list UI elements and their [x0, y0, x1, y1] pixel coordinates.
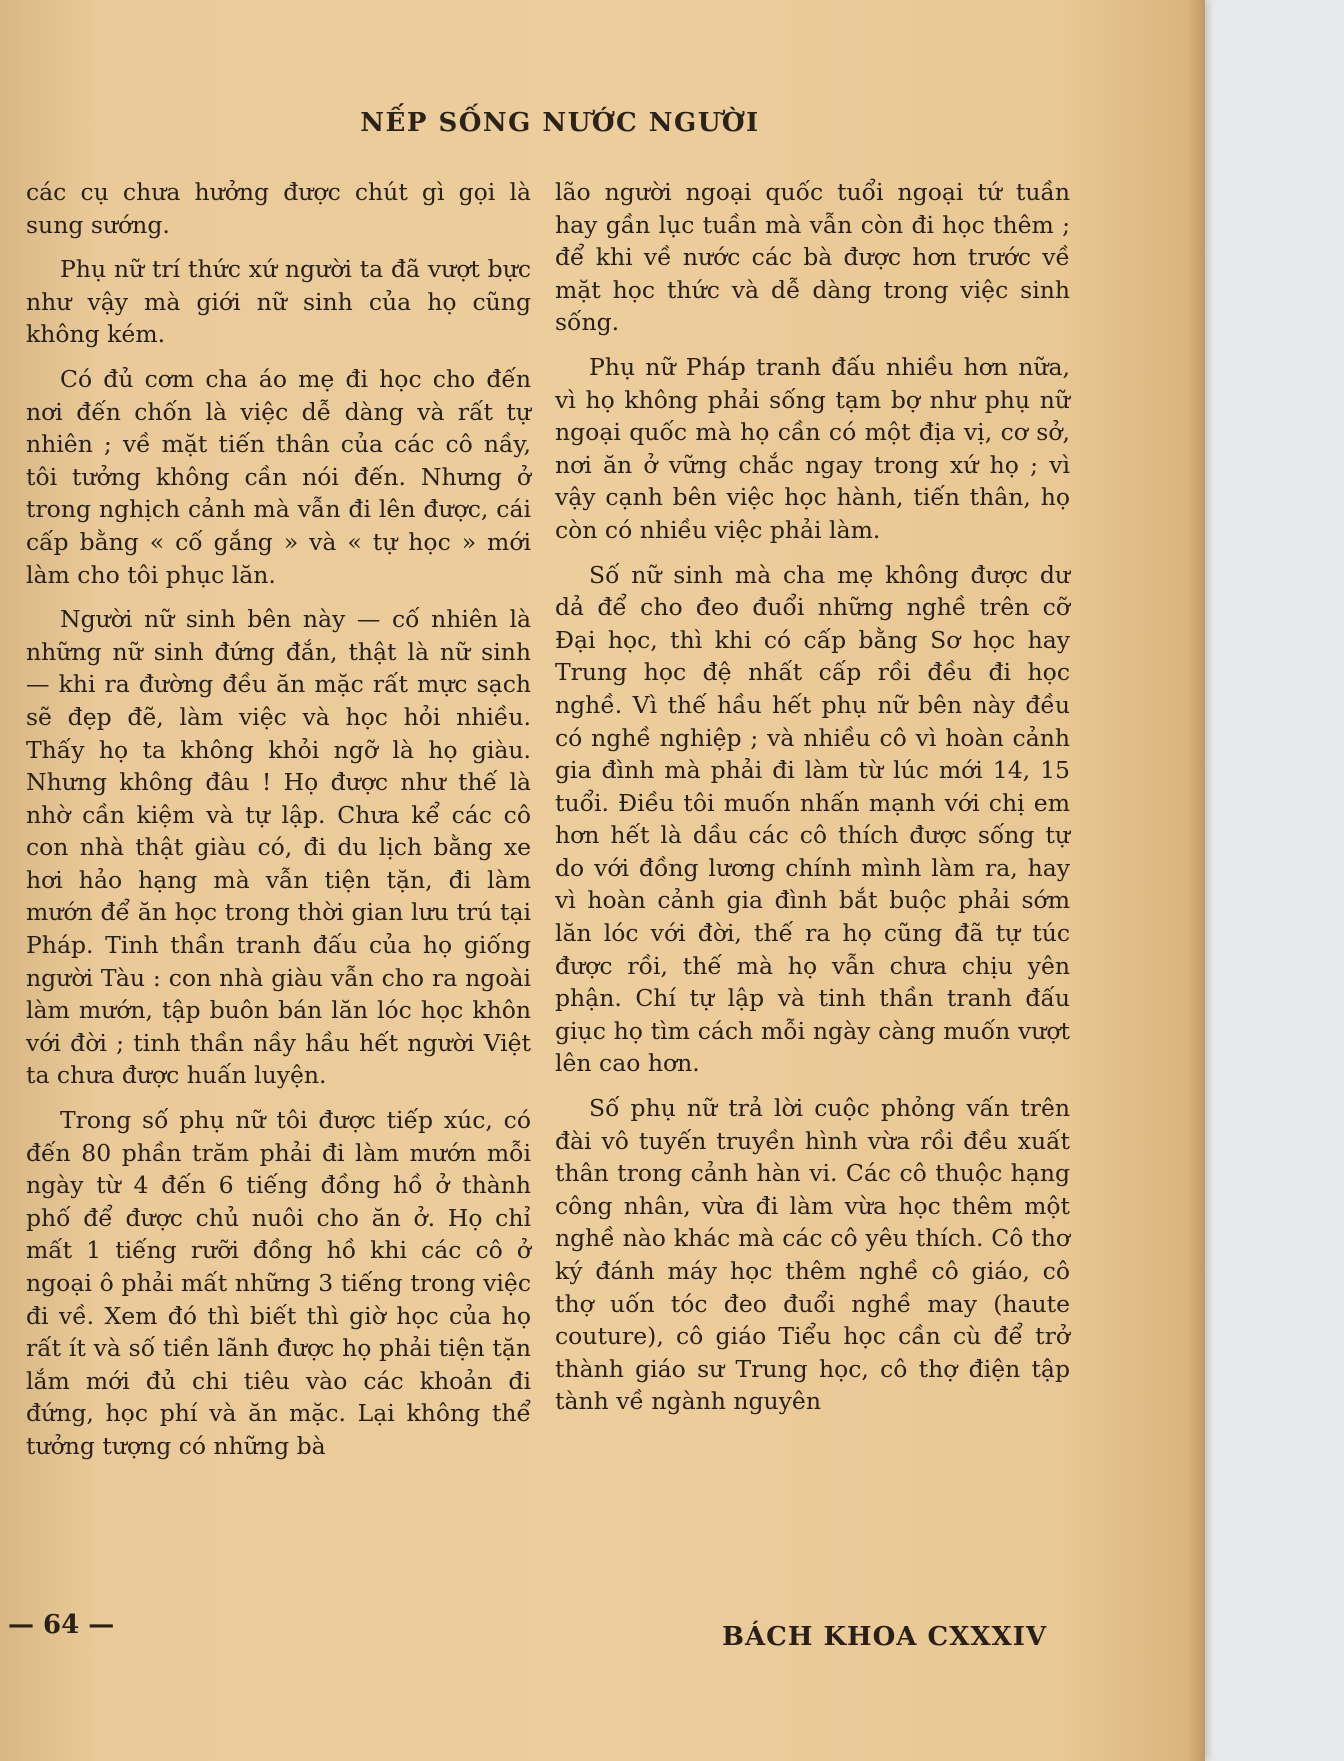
page-fold-shadow	[1187, 0, 1205, 1761]
left-paragraph-4: Người nữ sinh bên này — cố nhiên là những nữ sinh đứng đắn, thật là nữ sinh — khi ra đường đều ăn mặc rất mực sạch sẽ đẹp đẽ, làm việc và học hỏi nhiều. Thấy họ ta không khỏi ngỡ là họ giàu. Nhưng không đâu ! Họ được như thế là nhờ cần kiệm và tự lập. Chưa kể các cô con nhà thật giàu có, đi du lịch bằng xe hơi hảo hạng mà vẫn tiện tặn, đi làm mướn để ăn học trong thời gian lưu trú tại Pháp. Tinh thần tranh đấu của họ giống người Tàu : con nhà giàu vẫn cho ra ngoài làm mướn, tập buôn bán lăn lóc học khôn với đời ; tinh thần nầy hầu hết người Việt ta chưa được huấn luyện.	[26, 605, 531, 1090]
left-column	[26, 176, 531, 1475]
left-paragraph-1: các cụ chưa hưởng được chút gì gọi là sung sướng.	[26, 178, 531, 239]
right-paragraph-1: lão người ngoại quốc tuổi ngoại tứ tuần hay gần lục tuần mà vẫn còn đi học thêm ; để khi về nước các bà được hơn trước về mặt học thức và dễ dàng trong việc sinh sống.	[555, 178, 1070, 337]
magazine-issue-label: BÁCH KHOA CXXXIV	[722, 1622, 1048, 1652]
left-paragraph-3: Có đủ cơm cha áo mẹ đi học cho đến nơi đến chốn là việc dễ dàng và rất tự nhiên ; về mặt tiến thân của các cô nầy, tôi tưởng không cần nói đến. Nhưng ở trong nghịch cảnh mà vẫn đi lên được, cái cấp bằng « cố gắng » và « tự học » mới làm cho tôi phục lăn.	[26, 364, 531, 589]
right-column	[555, 176, 1070, 1430]
right-paragraph-2: Phụ nữ Pháp tranh đấu nhiều hơn nữa, vì họ không phải sống tạm bợ như phụ nữ ngoại quốc mà họ cần có một địa vị, cơ sở, nơi ăn ở vững chắc ngay trong xứ họ ; vì vậy cạnh bên việc học hành, tiến thân, họ còn có nhiều việc phải làm.	[555, 352, 1070, 544]
left-paragraph-5: Trong số phụ nữ tôi được tiếp xúc, có đến 80 phần trăm phải đi làm mướn mỗi ngày từ 4 đến 6 tiếng đồng hồ ở thành phố để được chủ nuôi cho ăn ở. Họ chỉ mất 1 tiếng rưỡi đồng hồ khi các cô ở ngoại ô phải mất những 3 tiếng trong việc đi về. Xem đó thì biết thì giờ học của họ rất ít và số tiền lãnh được họ phải tiện tặn lắm mới đủ chi tiêu vào các khoản đi đứng, học phí và ăn mặc. Lại không thể tưởng tượng có những bà	[26, 1106, 531, 1460]
page-header-title: NẾP SỐNG NƯỚC NGƯỜI	[360, 108, 760, 138]
right-paragraph-4: Số phụ nữ trả lời cuộc phỏng vấn trên đài vô tuyến truyền hình vừa rồi đều xuất thân trong cảnh hàn vi. Các cô thuộc hạng công nhân, vừa đi làm vừa học thêm một nghề nào khác mà các cô yêu thích. Cô thơ ký đánh máy học thêm nghề cô giáo, cô thợ uốn tóc đeo đuổi nghề may (haute couture), cô giáo Tiểu học cần cù để trở thành giáo sư Trung học, cô thợ điện tập tành về ngành nguyên	[555, 1094, 1070, 1416]
page-number: — 64 —	[8, 1610, 115, 1640]
right-paragraph-3: Số nữ sinh mà cha mẹ không được dư dả để cho đeo đuổi những nghề trên cỡ Đại học, thì khi có cấp bằng Sơ học hay Trung học đệ nhất cấp rồi đều đi học nghề. Vì thế hầu hết phụ nữ bên này đều có nghề nghiệp ; và nhiều cô vì hoàn cảnh gia đình mà phải đi làm từ lúc mới 14, 15 tuổi. Điều tôi muốn nhấn mạnh với chị em hơn hết là dầu các cô thích được sống tự do với đồng lương chính mình làm ra, hay vì hoàn cảnh gia đình bắt buộc phải sớm lăn lóc với đời, thế ra họ cũng đã tự túc được rồi, thế mà họ vẫn chưa chịu yên phận. Chí tự lập và tinh thần tranh đấu giục họ tìm cách mỗi ngày càng muốn vượt lên cao hơn.	[555, 560, 1070, 1078]
left-paragraph-2: Phụ nữ trí thức xứ người ta đã vượt bực như vậy mà giới nữ sinh của họ cũng không kém.	[26, 255, 531, 349]
